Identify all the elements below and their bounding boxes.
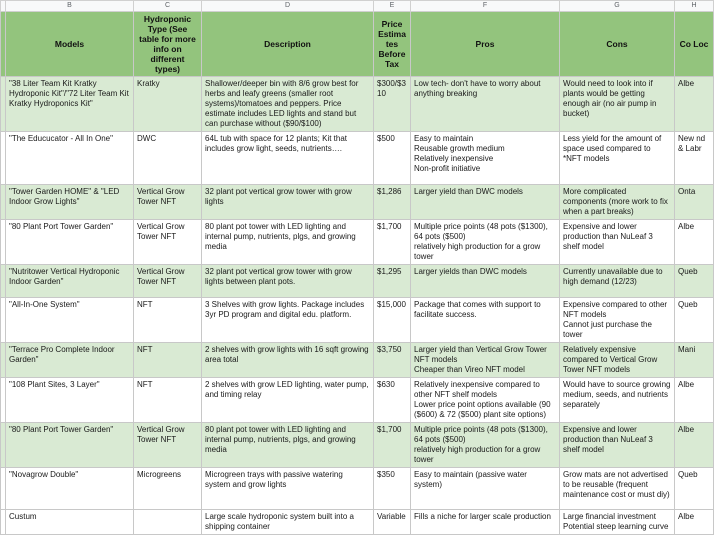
cons-cell[interactable]: Would need to look into if plants would be getting enough air (no air pump in bucket) — [560, 77, 675, 132]
cons-cell[interactable]: Currently unavailable due to high demand (12/23) — [560, 265, 675, 298]
model-cell[interactable]: "Novagrow Double" — [6, 468, 134, 510]
table-row — [1, 77, 714, 132]
type-cell[interactable]: Microgreens — [134, 468, 202, 510]
price-cell[interactable]: $300/$310 — [374, 77, 411, 132]
description-cell[interactable]: 2 shelves with grow LED lighting, water pump, and timing relay — [202, 378, 374, 423]
pros-cell[interactable]: Low tech- don't have to worry about anything breaking — [411, 77, 560, 132]
table-row — [1, 298, 714, 343]
model-cell[interactable]: "38 Liter Team Kit Kratky Hydroponic Kit"/"72 Liter Team Kit Kratky Hydroponics Kit" — [6, 77, 134, 132]
cons-cell[interactable]: Large financial investment Potential steep learning curve — [560, 510, 675, 535]
table-row — [1, 423, 714, 468]
table-row — [1, 378, 714, 423]
column-letter-c[interactable]: C — [134, 1, 202, 12]
header-description[interactable]: Description — [202, 12, 374, 77]
description-cell[interactable]: 3 Shelves with grow lights. Package includes 3yr PD program and digital edu. platform. — [202, 298, 374, 343]
type-cell[interactable]: Vertical Grow Tower NFT — [134, 265, 202, 298]
table-row — [1, 510, 714, 535]
location-cell[interactable]: Albe — [675, 510, 714, 535]
table-row — [1, 220, 714, 265]
description-cell[interactable]: Large scale hydroponic system built into a shipping container — [202, 510, 374, 535]
pros-cell[interactable]: Easy to maintain Reusable growth medium Relatively inexpensive Non-profit initiative — [411, 132, 560, 185]
price-cell[interactable]: $3,750 — [374, 343, 411, 378]
pros-cell[interactable]: Larger yield than Vertical Grow Tower NFT models Cheaper than Vireo NFT model — [411, 343, 560, 378]
description-cell[interactable]: 32 plant pot vertical grow tower with grow lights — [202, 185, 374, 220]
cons-cell[interactable]: Relatively expensive compared to Vertical Grow Tower NFT models — [560, 343, 675, 378]
description-cell[interactable]: 2 shelves with grow lights with 16 sqft growing area total — [202, 343, 374, 378]
cons-cell[interactable]: Grow mats are not advertised to be reusable (frequent maintenance cost or must diy) — [560, 468, 675, 510]
location-cell[interactable]: Onta — [675, 185, 714, 220]
model-cell[interactable]: "Nutritower Vertical Hydroponic Indoor Garden" — [6, 265, 134, 298]
price-cell[interactable]: Variable — [374, 510, 411, 535]
header-price[interactable]: Price Estimates Before Tax — [374, 12, 411, 77]
pros-cell[interactable]: Relatively inexpensive compared to other NFT shelf models Lower price point options available (90 ($600) & 72 ($500) plant site options) — [411, 378, 560, 423]
column-letter-e[interactable]: E — [374, 1, 411, 12]
price-cell[interactable]: $1,700 — [374, 423, 411, 468]
type-cell[interactable] — [134, 510, 202, 535]
pros-cell[interactable]: Multiple price points (48 pots ($1300), 64 pots ($500) relatively high production for a grow tower — [411, 423, 560, 468]
model-cell[interactable]: "80 Plant Port Tower Garden" — [6, 220, 134, 265]
header-models[interactable]: Models — [6, 12, 134, 77]
pros-cell[interactable]: Easy to maintain (passive water system) — [411, 468, 560, 510]
column-letters-row — [1, 1, 714, 12]
cons-cell[interactable]: Expensive and lower production than NuLeaf 3 shelf model — [560, 220, 675, 265]
column-letter-d[interactable]: D — [202, 1, 374, 12]
description-cell[interactable]: Microgreen trays with passive watering system and grow lights — [202, 468, 374, 510]
table-row — [1, 185, 714, 220]
location-cell[interactable]: Queb — [675, 298, 714, 343]
type-cell[interactable]: Vertical Grow Tower NFT — [134, 423, 202, 468]
column-letter-g[interactable]: G — [560, 1, 675, 12]
price-cell[interactable]: $1,700 — [374, 220, 411, 265]
model-cell[interactable]: "80 Plant Port Tower Garden" — [6, 423, 134, 468]
location-cell[interactable]: Queb — [675, 468, 714, 510]
description-cell[interactable]: 80 plant pot tower with LED lighting and internal pump, nutrients, plgs, and growing media — [202, 220, 374, 265]
description-cell[interactable]: 32 plant pot vertical grow tower with grow lights between plant pots. — [202, 265, 374, 298]
cons-cell[interactable]: Less yield for the amount of space used compared to *NFT models — [560, 132, 675, 185]
pros-cell[interactable]: Fills a niche for larger scale production — [411, 510, 560, 535]
table-row — [1, 132, 714, 185]
location-cell[interactable]: Mani — [675, 343, 714, 378]
location-cell[interactable]: New nd & Labr — [675, 132, 714, 185]
cons-cell[interactable]: More complicated components (more work to fix when a part breaks) — [560, 185, 675, 220]
price-cell[interactable]: $350 — [374, 468, 411, 510]
type-cell[interactable]: NFT — [134, 298, 202, 343]
model-cell[interactable]: Custum — [6, 510, 134, 535]
type-cell[interactable]: Vertical Grow Tower NFT — [134, 185, 202, 220]
header-type[interactable]: Hydroponic Type (See table for more info on different types) — [134, 12, 202, 77]
type-cell[interactable]: Vertical Grow Tower NFT — [134, 220, 202, 265]
price-cell[interactable]: $1,295 — [374, 265, 411, 298]
pros-cell[interactable]: Larger yield than DWC models — [411, 185, 560, 220]
table-row — [1, 343, 714, 378]
cons-cell[interactable]: Expensive and lower production than NuLeaf 3 shelf model — [560, 423, 675, 468]
model-cell[interactable]: "Terrace Pro Complete Indoor Garden" — [6, 343, 134, 378]
header-pros[interactable]: Pros — [411, 12, 560, 77]
type-cell[interactable]: NFT — [134, 378, 202, 423]
location-cell[interactable]: Queb — [675, 265, 714, 298]
location-cell[interactable]: Albe — [675, 423, 714, 468]
pros-cell[interactable]: Multiple price points (48 pots ($1300), 64 pots ($500) relatively high production for a grow tower — [411, 220, 560, 265]
header-cons[interactable]: Cons — [560, 12, 675, 77]
model-cell[interactable]: "All-In-One System" — [6, 298, 134, 343]
table-row — [1, 468, 714, 510]
type-cell[interactable]: NFT — [134, 343, 202, 378]
model-cell[interactable]: "The Educucator - All In One" — [6, 132, 134, 185]
price-cell[interactable]: $630 — [374, 378, 411, 423]
type-cell[interactable]: Kratky — [134, 77, 202, 132]
pros-cell[interactable]: Larger yields than DWC models — [411, 265, 560, 298]
model-cell[interactable]: "Tower Garden HOME" & "LED Indoor Grow Lights" — [6, 185, 134, 220]
cons-cell[interactable]: Would have to source growing medium, seeds, and nutrients separately — [560, 378, 675, 423]
column-letter-h[interactable]: H — [675, 1, 714, 12]
model-cell[interactable]: "108 Plant Sites, 3 Layer" — [6, 378, 134, 423]
header-row — [1, 12, 714, 77]
description-cell[interactable]: Shallower/deeper bin with 8/6 grow best for herbs and leafy greens (smaller root systems)/tomatoes and peppers. Price estimate includes LED lights and stand but can purchase without ($90/$100) — [202, 77, 374, 132]
type-cell[interactable]: DWC — [134, 132, 202, 185]
location-cell[interactable]: Albe — [675, 220, 714, 265]
price-cell[interactable]: $1,286 — [374, 185, 411, 220]
description-cell[interactable]: 64L tub with space for 12 plants; Kit that includes grow light, seeds, nutrients…. — [202, 132, 374, 185]
price-cell[interactable]: $500 — [374, 132, 411, 185]
column-letter-f[interactable]: F — [411, 1, 560, 12]
column-letter-b[interactable]: B — [6, 1, 134, 12]
header-location[interactable]: Co Loc — [675, 12, 714, 77]
cons-cell[interactable]: Expensive compared to other NFT models Cannot just purchase the tower — [560, 298, 675, 343]
pros-cell[interactable]: Package that comes with support to facilitate success. — [411, 298, 560, 343]
table-row — [1, 265, 714, 298]
location-cell[interactable]: Albe — [675, 77, 714, 132]
description-cell[interactable]: 80 plant pot tower with LED lighting and internal pump, nutrients, plgs, and growing media — [202, 423, 374, 468]
location-cell[interactable]: Albe — [675, 378, 714, 423]
price-cell[interactable]: $15,000 — [374, 298, 411, 343]
